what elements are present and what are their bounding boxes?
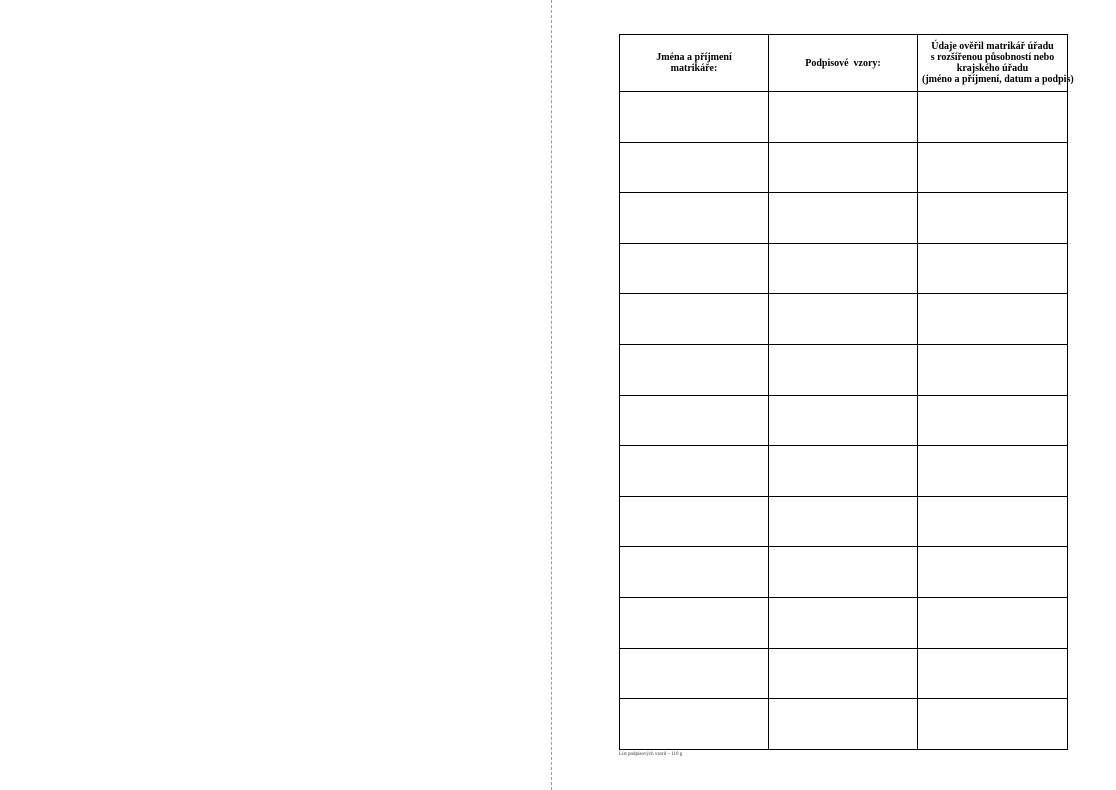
signature-cell[interactable]	[769, 648, 918, 699]
table-row	[620, 597, 1068, 648]
table-row	[620, 294, 1068, 345]
signature-cell[interactable]	[769, 243, 918, 294]
signature-cell[interactable]	[769, 92, 918, 143]
header-verification	[918, 35, 1074, 92]
name-cell[interactable]	[620, 243, 769, 294]
verification-cell[interactable]	[918, 395, 1068, 446]
table-row	[620, 243, 1068, 294]
header-registrar-names	[620, 35, 769, 92]
verification-cell[interactable]	[918, 496, 1068, 547]
table-row	[620, 344, 1068, 395]
table-body	[620, 92, 1068, 750]
right-page	[553, 0, 1116, 790]
name-cell[interactable]	[620, 395, 769, 446]
header-verification-line-1: Údaje ověřil matrikář úřadu	[931, 41, 1054, 52]
signature-cell[interactable]	[769, 547, 918, 598]
verification-cell[interactable]	[918, 648, 1068, 699]
name-cell[interactable]	[620, 597, 769, 648]
table-row	[620, 446, 1068, 497]
table-header-row	[620, 35, 1068, 92]
header-registrar-names-line-2: matrikáře:	[670, 63, 718, 74]
table-row	[620, 496, 1068, 547]
signature-cell[interactable]	[769, 294, 918, 345]
table-row	[620, 699, 1068, 750]
signature-cell[interactable]	[769, 446, 918, 497]
fold-line	[551, 0, 552, 790]
name-cell[interactable]	[620, 193, 769, 244]
header-signature-specimens	[769, 35, 918, 92]
verification-cell[interactable]	[918, 344, 1068, 395]
signature-specimen-table	[619, 34, 1074, 750]
verification-cell[interactable]	[918, 547, 1068, 598]
verification-cell[interactable]	[918, 597, 1068, 648]
table-row	[620, 547, 1068, 598]
name-cell[interactable]	[620, 496, 769, 547]
verification-cell[interactable]	[918, 193, 1068, 244]
header-verification-line-2: s rozšířenou působností nebo	[930, 52, 1055, 63]
table-row	[620, 142, 1068, 193]
signature-cell[interactable]	[769, 496, 918, 547]
verification-cell[interactable]	[918, 142, 1068, 193]
header-registrar-names-line-1: Jména a příjmení	[656, 52, 732, 63]
verification-cell[interactable]	[918, 446, 1068, 497]
verification-cell[interactable]	[918, 699, 1068, 750]
signature-cell[interactable]	[769, 142, 918, 193]
signature-cell[interactable]	[769, 597, 918, 648]
table-row	[620, 92, 1068, 143]
signature-cell[interactable]	[769, 344, 918, 395]
signature-cell[interactable]	[769, 699, 918, 750]
verification-cell[interactable]	[918, 92, 1068, 143]
name-cell[interactable]	[620, 294, 769, 345]
name-cell[interactable]	[620, 446, 769, 497]
name-cell[interactable]	[620, 344, 769, 395]
signature-cell[interactable]	[769, 395, 918, 446]
name-cell[interactable]	[620, 648, 769, 699]
signature-cell[interactable]	[769, 193, 918, 244]
verification-cell[interactable]	[918, 294, 1068, 345]
name-cell[interactable]	[620, 699, 769, 750]
table-row	[620, 648, 1068, 699]
header-signature-specimens-line-1: Podpisové vzory:	[805, 57, 881, 69]
name-cell[interactable]	[620, 547, 769, 598]
footer-note: List podpisových vzorů – 110 g	[619, 752, 683, 757]
table-row	[620, 193, 1068, 244]
header-verification-line-3: krajského úřadu	[956, 63, 1029, 74]
name-cell[interactable]	[620, 142, 769, 193]
left-page-blank	[0, 0, 551, 790]
name-cell[interactable]	[620, 92, 769, 143]
header-verification-line-4: (jméno a příjmení, datum a podpis)	[922, 74, 1074, 85]
verification-cell[interactable]	[918, 243, 1068, 294]
table-row	[620, 395, 1068, 446]
